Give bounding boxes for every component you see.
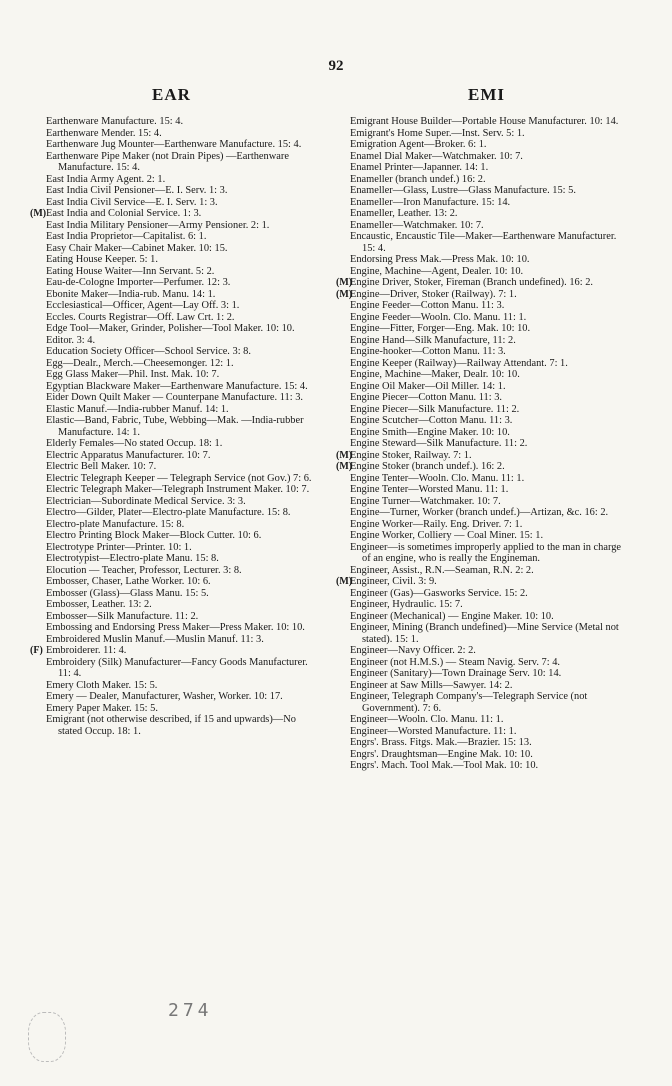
entry-text: Electrotype Printer—Printer. 10: 1. (46, 541, 192, 553)
library-stamp (28, 1012, 66, 1062)
entry-text: Engine Steward—Silk Manufacture. 11: 2. (350, 438, 528, 449)
index-entry (34, 116, 320, 128)
right-column-heading: EMI (468, 85, 505, 104)
entry-text: Enamel Printer—Japanner. 14: 1. (350, 162, 489, 173)
index-entry (338, 266, 632, 278)
index-entry (338, 473, 632, 485)
entry-text: Electric Bell Maker. 10: 7. (46, 461, 157, 472)
entry-text: East India Army Agent. 2: 1. (46, 173, 166, 185)
index-entry (34, 703, 320, 715)
index-entry (34, 266, 320, 278)
entry-text: Elocution — Teacher, Professor, Lecturer. 3: 8. (46, 564, 242, 576)
entry-text: Ecclesiastical—Officer, Agent—Lay Off. 3: 1. (46, 300, 240, 311)
index-entry (338, 128, 632, 140)
entry-text: Emery — Dealer, Manufacturer, Washer, Worker. 10: 17. (46, 691, 283, 702)
index-entry (338, 381, 632, 393)
index-entry (338, 415, 632, 427)
index-entry (338, 726, 632, 738)
entry-text: Engine Scutcher—Cotton Manu. 11: 3. (350, 415, 513, 426)
index-entry (34, 461, 320, 473)
index-entry (34, 185, 320, 197)
index-entry (34, 404, 320, 416)
index-entry (34, 312, 320, 324)
index-entry (338, 358, 632, 370)
index-entry (34, 139, 320, 151)
entry-text: Enameller—Watchmaker. 10: 7. (350, 219, 484, 231)
entry-text: Emigration Agent—Broker. 6: 1. (350, 139, 487, 150)
index-entry (338, 335, 632, 347)
index-entry (34, 289, 320, 301)
entry-text: Enameller (branch undef.) 16: 2. (350, 173, 486, 185)
entry-text: Engrs'. Draughtsman—Engine Mak. 10: 10. (350, 748, 533, 760)
index-entry (34, 496, 320, 508)
index-entry (34, 243, 320, 255)
entry-text: Electric Apparatus Manufacturer. 10: 7. (46, 449, 211, 461)
entry-text: East India Military Pensioner—Army Pensioner. 2: 1. (46, 219, 270, 231)
entry-text: Engineer, Assist., R.N.—Seaman, R.N. 2: 2. (350, 564, 534, 576)
entry-text: Egg Glass Maker—Phil. Inst. Mak. 10: 7. (46, 369, 220, 380)
index-entry (338, 277, 632, 289)
index-entry (338, 611, 632, 623)
index-entry (338, 197, 632, 209)
index-entry (338, 760, 632, 772)
index-entry (338, 645, 632, 657)
entry-text: Engine, Machine—Maker, Dealr. 10: 10. (350, 369, 520, 380)
entry-text: Engineer—is sometimes improperly applied to the man in charge of an engine, who is really the Engineman. (350, 541, 622, 564)
entry-text: Emigrant House Builder—Portable House Manufacturer. 10: 14. (350, 116, 619, 127)
index-entry (338, 599, 632, 611)
index-entry (34, 530, 320, 542)
index-entry (338, 346, 632, 358)
index-entry (34, 346, 320, 358)
entry-text: Engineer, Hydraulic. 15: 7. (350, 599, 463, 610)
index-entry (34, 507, 320, 519)
entry-text: Elastic Manuf.—India-rubber Manuf. 14: 1. (46, 403, 229, 415)
entry-text: Engine Stoker (branch undef.). 16: 2. (350, 461, 505, 472)
entry-text: Embosser, Chaser, Lathe Worker. 10: 6. (46, 576, 211, 587)
entry-text: Embossing and Endorsing Press Maker—Press Maker. 10: 10. (46, 622, 305, 633)
entry-text: Elastic—Band, Fabric, Tube, Webbing—Mak. —India-rubber Manufacture. 14: 1. (46, 415, 304, 438)
entry-text: Engineer (Mechanical) — Engine Maker. 10: 10. (350, 610, 554, 622)
entry-text: Engineer (not H.M.S.) — Steam Navig. Serv. 7: 4. (350, 656, 560, 668)
index-entry (34, 174, 320, 186)
entry-text: East India Civil Pensioner—E. I. Serv. 1: 3. (46, 185, 228, 196)
entry-text: Electric Telegraph Keeper — Telegraph Service (not Gov.) 7: 6. (46, 472, 312, 484)
index-entry (34, 392, 320, 404)
entry-text: Engine Feeder—Wooln. Clo. Manu. 11: 1. (350, 311, 527, 323)
page-number: 92 (328, 58, 344, 74)
entry-marker: (M) (336, 576, 353, 587)
entry-text: Enamel Dial Maker—Watchmaker. 10: 7. (350, 150, 523, 162)
entry-text: Engine—Driver, Stoker (Railway). 7: 1. (350, 288, 517, 300)
entry-text: Electrotypist—Electro-plate Manu. 15: 8. (46, 553, 219, 564)
entry-text: Engine-hooker—Cotton Manu. 11: 3. (350, 346, 506, 357)
index-entry (34, 231, 320, 243)
index-entry (30, 645, 320, 657)
entry-text: Endorsing Press Mak.—Press Mak. 10: 10. (350, 254, 530, 265)
entry-text: Encaustic, Encaustic Tile—Maker—Earthenware Manufacturer. 15: 4. (350, 231, 617, 254)
entry-text: Electrician—Subordinate Medical Service. 3: 3. (46, 495, 246, 507)
index-entry (34, 450, 320, 462)
index-entry (34, 277, 320, 289)
entry-text: Emery Paper Maker. 15: 5. (46, 702, 158, 714)
entry-marker: (M) (336, 277, 353, 288)
entry-text: Engineer (Gas)—Gasworks Service. 15: 2. (350, 587, 528, 599)
index-entry (338, 162, 632, 174)
entry-text: Eider Down Quilt Maker — Counterpane Manufacture. 11: 3. (46, 392, 304, 403)
entry-text: Engine Smith—Engine Maker. 10: 10. (350, 426, 510, 438)
index-entry (34, 473, 320, 485)
index-entry (338, 714, 632, 726)
index-entry (34, 588, 320, 600)
index-entry (338, 208, 632, 220)
entry-text: Engine Stoker, Railway. 7: 1. (350, 449, 472, 461)
entry-text: Egyptian Blackware Maker—Earthenware Manufacture. 15: 4. (46, 380, 308, 392)
entry-marker: (M) (336, 449, 353, 461)
index-entry (34, 599, 320, 611)
index-entry (338, 519, 632, 531)
index-entry (338, 691, 632, 714)
entry-text: Engine Piecer—Silk Manufacture. 11: 2. (350, 403, 520, 415)
index-entry (34, 714, 320, 737)
entry-text: East India and Colonial Service. 1: 3. (46, 208, 202, 219)
entry-text: Engine—Fitter, Forger—Eng. Mak. 10: 10. (350, 323, 531, 334)
entry-text: Emigrant's Home Super.—Inst. Serv. 5: 1. (350, 127, 525, 139)
entry-text: Embosser—Silk Manufacture. 11: 2. (46, 610, 199, 622)
index-entry (338, 254, 632, 266)
entry-text: Edge Tool—Maker, Grinder, Polisher—Tool Maker. 10: 10. (46, 323, 295, 334)
index-entry (34, 358, 320, 370)
entry-text: Embroidery (Silk) Manufacturer—Fancy Goods Manufacturer. 11: 4. (46, 656, 308, 679)
entry-text: Engine Turner—Watchmaker. 10: 7. (350, 495, 501, 507)
entry-text: Embosser, Leather. 13: 2. (46, 599, 152, 610)
entry-text: Embosser (Glass)—Glass Manu. 15: 5. (46, 587, 209, 599)
index-entry (338, 438, 632, 450)
entry-text: Engineer, Mining (Branch undefined)—Mine Service (Metal not stated). 15: 1. (350, 622, 619, 645)
index-entry (338, 657, 632, 669)
entry-text: Engineer, Telegraph Company's—Telegraph Service (not Government). 7: 6. (350, 691, 588, 714)
index-entry (338, 151, 632, 163)
entry-text: Engineer—Wooln. Clo. Manu. 11: 1. (350, 714, 504, 725)
index-entry (338, 461, 632, 473)
index-entry (338, 116, 632, 128)
entry-text: Engine Driver, Stoker, Fireman (Branch undefined). 16: 2. (350, 277, 593, 288)
entry-text: Enameller—Glass, Lustre—Glass Manufacture. 15: 5. (350, 185, 576, 196)
index-entry (338, 507, 632, 519)
index-entry (338, 174, 632, 186)
index-entry (34, 197, 320, 209)
entry-text: East India Civil Service—E. I. Serv. 1: 3. (46, 196, 218, 208)
index-entry (34, 415, 320, 438)
left-column-heading: EAR (152, 85, 191, 104)
entry-text: Engine Hand—Silk Manufacture, 11: 2. (350, 334, 516, 346)
index-entry (34, 634, 320, 646)
entry-text: Electro Printing Block Maker—Block Cutter. 10: 6. (46, 530, 262, 541)
entry-text: Embroiderer. 11: 4. (46, 645, 127, 656)
index-entry (34, 680, 320, 692)
index-entry (338, 668, 632, 680)
entry-text: Engine Worker, Colliery — Coal Miner. 15: 1. (350, 530, 544, 541)
entry-text: Education Society Officer—School Service. 3: 8. (46, 346, 251, 357)
index-entry (338, 392, 632, 404)
entry-text: Engine Tenter—Worsted Manu. 11: 1. (350, 484, 509, 495)
entry-marker: (M) (30, 208, 47, 219)
entry-text: Electric Telegraph Maker—Telegraph Instrument Maker. 10: 7. (46, 484, 310, 495)
index-entry (338, 289, 632, 301)
index-entry (338, 220, 632, 232)
entry-text: Engine Piecer—Cotton Manu. 11: 3. (350, 392, 502, 403)
index-entry (34, 254, 320, 266)
index-entry (338, 565, 632, 577)
index-entry (34, 335, 320, 347)
entry-text: Eau-de-Cologne Importer—Perfumer. 12: 3. (46, 277, 231, 288)
index-entry (338, 231, 632, 254)
index-entry (34, 438, 320, 450)
index-entry (34, 657, 320, 680)
index-entry (338, 427, 632, 439)
index-entry (34, 128, 320, 140)
index-entry (338, 312, 632, 324)
entry-text: Engineer at Saw Mills—Sawyer. 14: 2. (350, 679, 513, 691)
entry-text: Eating House Waiter—Inn Servant. 5: 2. (46, 265, 215, 277)
index-entry (338, 185, 632, 197)
index-entry (338, 300, 632, 312)
entry-text: Engineer, Civil. 3: 9. (350, 576, 437, 587)
entry-text: Engine—Turner, Worker (branch undef.)—Artizan, &c. 16: 2. (350, 507, 609, 518)
index-entry (34, 691, 320, 703)
entry-text: Eccles. Courts Registrar—Off. Law Crt. 1: 2. (46, 311, 235, 323)
entry-text: Electro—Gilder, Plater—Electro-plate Manufacture. 15: 8. (46, 507, 291, 518)
entry-text: Engineer—Worsted Manufacture. 11: 1. (350, 725, 517, 737)
handwritten-number: 274 (168, 1000, 213, 1021)
entry-text: Engine Tenter—Wooln. Clo. Manu. 11: 1. (350, 472, 525, 484)
entry-text: Enameller—Iron Manufacture. 15: 14. (350, 196, 511, 208)
entry-marker: (F) (30, 645, 43, 656)
entry-marker: (M) (336, 288, 353, 300)
entry-text: Engineer (Sanitary)—Town Drainage Serv. 10: 14. (350, 668, 562, 679)
left-column (30, 116, 320, 737)
entry-text: Egg—Dealr., Merch.—Cheesemonger. 12: 1. (46, 357, 234, 369)
entry-text: Emigrant (not otherwise described, if 15 and upwards)—No stated Occup. 18: 1. (46, 714, 296, 737)
index-entry (338, 484, 632, 496)
index-entry (34, 323, 320, 335)
entry-text: Ebonite Maker—India-rub. Manu. 14: 1. (46, 288, 216, 300)
index-entry (34, 565, 320, 577)
entry-text: Engrs'. Mach. Tool Mak.—Tool Mak. 10: 10. (350, 760, 539, 771)
index-entry (34, 622, 320, 634)
index-entry (338, 450, 632, 462)
index-entry (34, 519, 320, 531)
entry-text: Easy Chair Maker—Cabinet Maker. 10: 15. (46, 242, 228, 254)
index-entry (34, 381, 320, 393)
right-column (338, 116, 632, 772)
index-entry (338, 530, 632, 542)
entry-text: Engine Keeper (Railway)—Railway Attendant. 7: 1. (350, 357, 568, 369)
entry-text: Engrs'. Brass. Fitgs. Mak.—Brazier. 15: 13. (350, 737, 532, 748)
index-entry (34, 611, 320, 623)
index-entry (338, 139, 632, 151)
index-entry (338, 496, 632, 508)
entry-text: Elderly Females—No stated Occup. 18: 1. (46, 438, 223, 449)
index-entry (338, 323, 632, 335)
entry-text: Enameller, Leather. 13: 2. (350, 208, 458, 219)
entry-text: Earthenware Mender. 15: 4. (46, 127, 162, 139)
index-entry (338, 737, 632, 749)
entry-marker: (M) (336, 461, 353, 472)
entry-text: Eating House Keeper. 5: 1. (46, 254, 158, 265)
entry-text: Emery Cloth Maker. 15: 5. (46, 679, 158, 691)
index-entry (34, 151, 320, 174)
index-entry (338, 749, 632, 761)
index-entry (338, 622, 632, 645)
index-entry (34, 542, 320, 554)
entry-text: Earthenware Manufacture. 15: 4. (46, 116, 184, 127)
index-entry (34, 484, 320, 496)
index-entry (34, 369, 320, 381)
index-entry (34, 300, 320, 312)
entry-text: Engineer—Navy Officer. 2: 2. (350, 645, 476, 656)
entry-text: Engine Worker—Raily. Eng. Driver. 7: 1. (350, 518, 523, 530)
index-entry (338, 680, 632, 692)
entry-text: Engine, Machine—Agent, Dealer. 10: 10. (350, 265, 524, 277)
index-entry (338, 404, 632, 416)
index-entry (30, 208, 320, 220)
index-entry (338, 369, 632, 381)
index-entry (34, 553, 320, 565)
entry-text: Earthenware Jug Mounter—Earthenware Manufacture. 15: 4. (46, 139, 302, 150)
entry-text: Engine Oil Maker—Oil Miller. 14: 1. (350, 380, 506, 392)
entry-text: East India Proprietor—Capitalist. 6: 1. (46, 231, 207, 242)
index-entry (338, 576, 632, 588)
index-entry (34, 576, 320, 588)
entry-text: Engine Feeder—Cotton Manu. 11: 3. (350, 300, 505, 311)
entry-text: Embroidered Muslin Manuf.—Muslin Manuf. 11: 3. (46, 633, 264, 645)
entry-text: Earthenware Pipe Maker (not Drain Pipes) —Earthenware Manufacture. 15: 4. (46, 150, 289, 173)
entry-text: Electro-plate Manufacture. 15: 8. (46, 518, 185, 530)
index-entry (34, 220, 320, 232)
index-entry (338, 588, 632, 600)
entry-text: Editor. 3: 4. (46, 334, 96, 346)
index-entry (338, 542, 632, 565)
